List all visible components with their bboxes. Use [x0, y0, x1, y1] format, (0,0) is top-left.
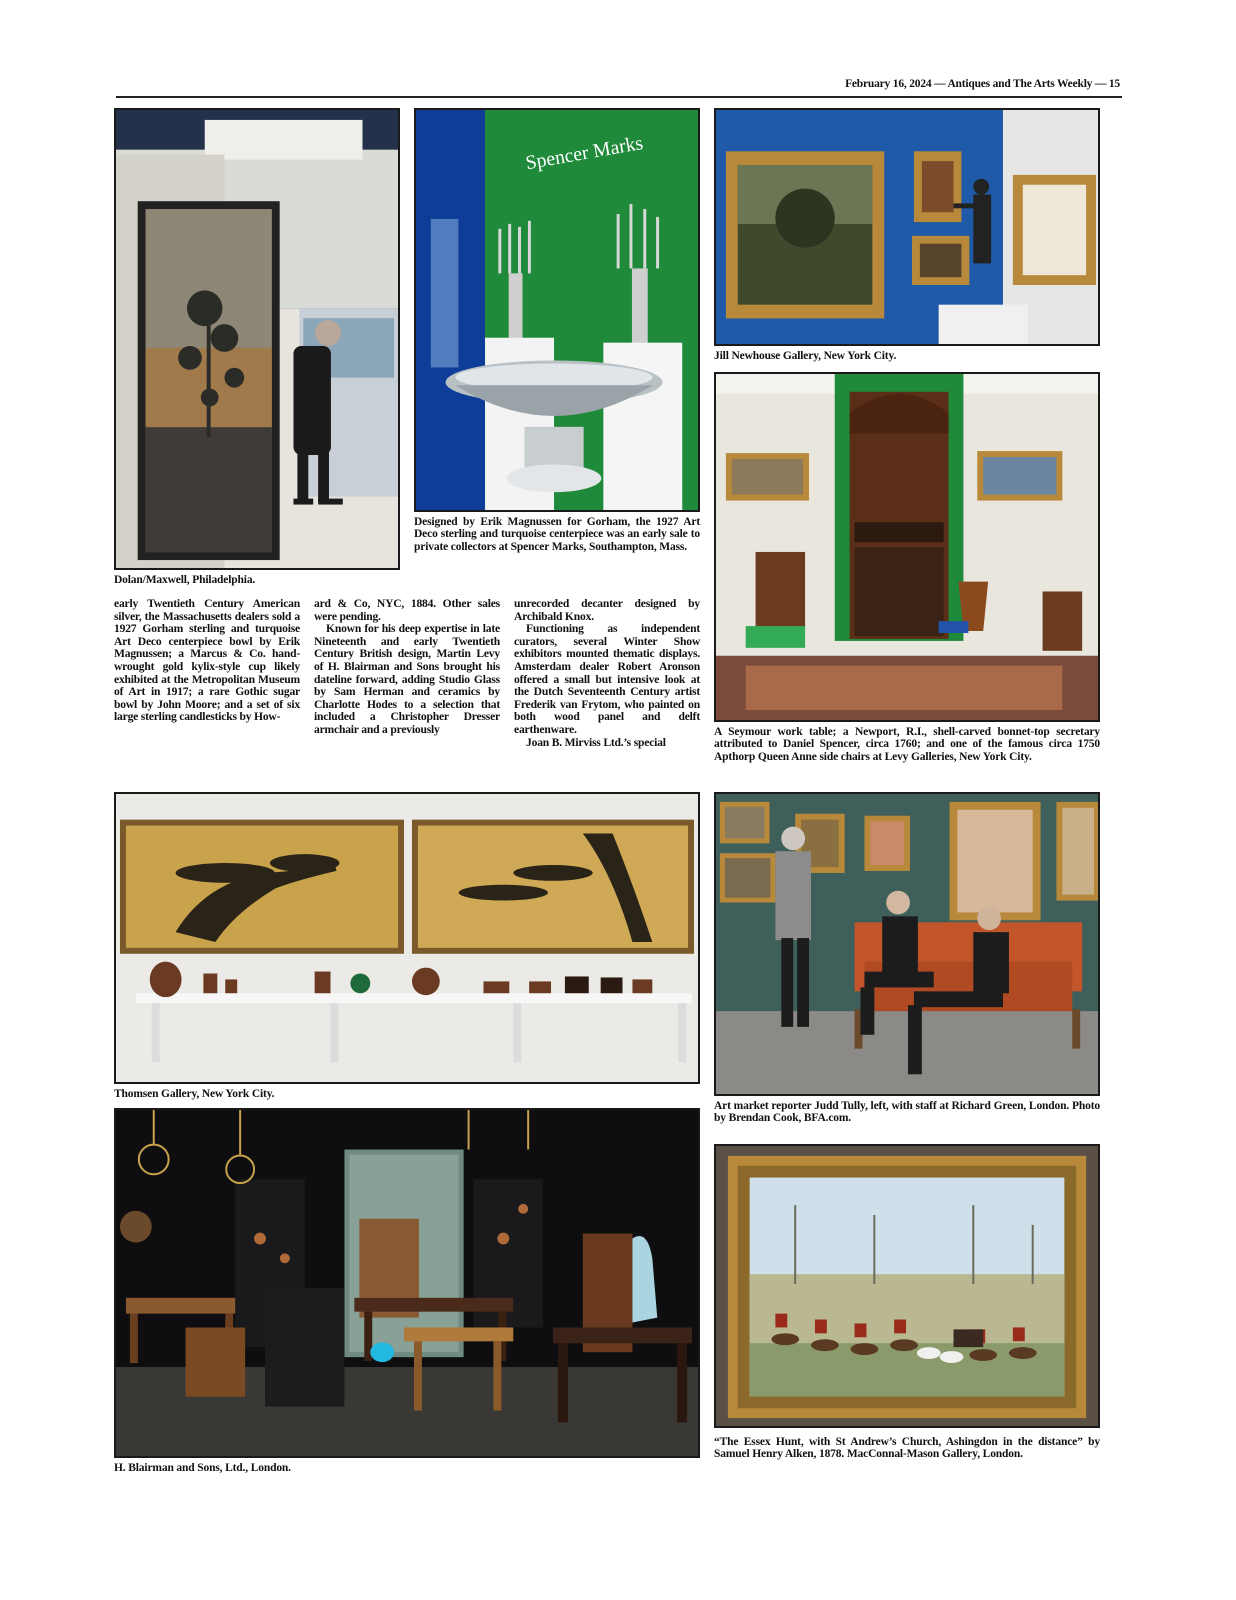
page-header: [116, 78, 1122, 98]
photo-thomsen-gallery: [114, 792, 700, 1084]
caption-blairman: H. Blairman and Sons, Ltd., London.: [114, 1462, 291, 1474]
folio-line: February 16, 2024 — Antiques and The Arts Weekly — 15: [845, 78, 1120, 90]
article-col3-para-2: Functioning as independent curators, several Winter Show exhibitors mounted thematic displays. Amsterdam dealer Robert Aronson offered a small but intensive look at the Dutch Seventeenth Century artist Frederik van Frytom, who painted on both wood panel and delft earthenware.: [514, 622, 700, 736]
article-column-2: [314, 598, 500, 737]
photo-spencer-marks: [414, 108, 700, 512]
caption-spencer-marks: Designed by Erik Magnussen for Gorham, the 1927 Art Deco sterling and turquoise centerpiece was an early sale to private collectors at Spencer Marks, Southampton, Mass.: [414, 516, 700, 553]
article-col2-para-1: ard & Co, NYC, 1884. Other sales were pending.: [314, 597, 500, 623]
article-col1-para-1: early Twentieth Century American silver, the Massachusetts dealers sold a 1927 Gorham sterling and turquoise Art Deco centerpiece bowl by Erik Magnussen; a Marcus & Co. hand-wrought gold kylix-style cup likely exhibited at the Metropolitan Museum of Art in 1917; a rare Gothic sugar bowl by John Moore; and a set of six large sterling candlesticks by How-: [114, 597, 300, 724]
article-col3-para-1: unrecorded decanter designed by Archibald Knox.: [514, 597, 700, 623]
article-column-3: [514, 598, 700, 749]
photo-jill-newhouse: [714, 108, 1100, 346]
photo-levy-galleries: [714, 372, 1100, 722]
caption-levy-galleries: A Seymour work table; a Newport, R.I., shell-carved bonnet-top secretary attributed to Daniel Spencer, circa 1760; and one of the famous circa 1750 Apthorp Queen Anne side chairs at Levy Galleries, New York City.: [714, 726, 1100, 763]
caption-jill-newhouse: Jill Newhouse Gallery, New York City.: [714, 350, 897, 362]
spencer-marks-sign: Spencer Marks: [523, 131, 645, 175]
caption-essex-hunt: “The Essex Hunt, with St Andrew’s Church, Ashingdon in the distance” by Samuel Henry Alken, 1878. MacConnal-Mason Gallery, London.: [714, 1436, 1100, 1461]
photo-dolan-maxwell: [114, 108, 400, 570]
photo-essex-hunt: [714, 1144, 1100, 1428]
caption-dolan-maxwell: Dolan/Maxwell, Philadelphia.: [114, 574, 256, 586]
article-column-1: [114, 598, 300, 724]
article-col2-para-2: Known for his deep expertise in late Nineteenth and early Twentieth Century British design, Martin Levy of H. Blairman and Sons brought his dateline forward, adding Studio Glass by Sam Herman and ceramics by Charlotte Hodes to a selection that included a Christopher Dresser armchair and a previously: [314, 622, 500, 736]
caption-richard-green: Art market reporter Judd Tully, left, with staff at Richard Green, London. Photo by Brendan Cook, BFA.com.: [714, 1100, 1100, 1125]
photo-blairman: [114, 1108, 700, 1458]
caption-thomsen-gallery: Thomsen Gallery, New York City.: [114, 1088, 275, 1100]
article-col3-para-3: Joan B. Mirviss Ltd.’s special: [526, 735, 666, 749]
photo-richard-green: [714, 792, 1100, 1096]
